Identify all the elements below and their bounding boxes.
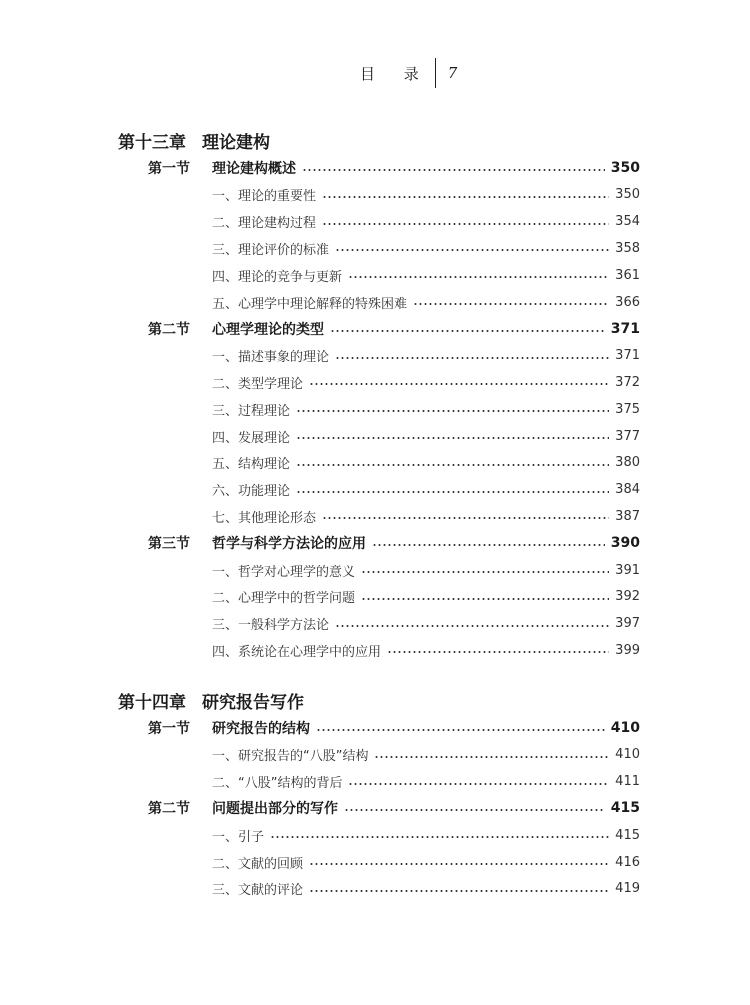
dot-leader — [361, 571, 609, 573]
subsection-title: 四、系统论在心理学中的应用 — [212, 644, 382, 660]
dot-leader — [348, 783, 609, 785]
page-header — [360, 58, 457, 88]
subsection-title: 三、文献的评论 — [212, 883, 304, 899]
dot-leader — [372, 544, 605, 546]
subsection-title: 二、“八股”结构的背后 — [212, 776, 343, 792]
subsection-title: 一、理论的重要性 — [212, 189, 317, 205]
section-page-number: 371 — [610, 320, 640, 337]
subsection-title: 二、类型学理论 — [212, 376, 304, 392]
dot-leader — [335, 249, 609, 251]
dot-leader — [344, 809, 605, 811]
section-page-number: 415 — [610, 800, 640, 817]
chapter-heading — [118, 688, 304, 713]
subsection-row[interactable] — [0, 612, 750, 636]
subsection-page-number: 358 — [615, 240, 640, 256]
chapter-label: 第十三章 — [118, 133, 186, 153]
section-label: 第三节 — [148, 536, 190, 553]
subsection-page-number: 377 — [615, 428, 640, 444]
subsection-page-number: 419 — [615, 881, 640, 897]
subsection-title: 三、过程理论 — [212, 403, 291, 419]
section-label: 第一节 — [148, 721, 190, 737]
subsection-title: 二、文献的回顾 — [212, 856, 304, 872]
subsection-row[interactable] — [0, 210, 750, 234]
section-row[interactable] — [0, 531, 750, 555]
dot-leader — [296, 410, 609, 412]
subsection-row[interactable] — [0, 478, 750, 502]
section-row[interactable] — [0, 317, 750, 341]
subsection-row[interactable] — [0, 638, 750, 662]
subsection-page-number: 372 — [615, 374, 640, 390]
subsection-title: 一、哲学对心理学的意义 — [212, 564, 356, 580]
dot-leader — [322, 196, 609, 198]
subsection-row[interactable] — [0, 743, 750, 767]
dot-leader — [309, 890, 609, 892]
subsection-title: 一、引子 — [212, 829, 265, 845]
subsection-row[interactable] — [0, 344, 750, 368]
dot-leader — [361, 598, 609, 600]
dot-leader — [302, 169, 605, 171]
subsection-row[interactable] — [0, 770, 750, 794]
dot-leader — [374, 756, 609, 758]
subsection-page-number: 350 — [615, 187, 640, 203]
section-page-number: 390 — [610, 535, 640, 552]
section-page-number: 410 — [610, 720, 640, 736]
dot-leader — [309, 383, 609, 385]
dot-leader — [413, 303, 609, 305]
subsection-row[interactable] — [0, 263, 750, 287]
subsection-title: 一、描述事象的理论 — [212, 350, 330, 366]
subsection-page-number: 361 — [615, 267, 640, 283]
subsection-page-number: 354 — [615, 214, 640, 230]
dot-leader — [296, 464, 609, 466]
subsection-row[interactable] — [0, 877, 750, 901]
chapter-title: 研究报告写作 — [202, 693, 304, 713]
subsection-row[interactable] — [0, 558, 750, 582]
subsection-row[interactable] — [0, 504, 750, 528]
subsection-row[interactable] — [0, 424, 750, 448]
subsection-page-number: 384 — [615, 482, 640, 498]
dot-leader — [309, 863, 609, 865]
subsection-row[interactable] — [0, 290, 750, 314]
subsection-page-number: 410 — [615, 747, 640, 763]
subsection-title: 五、结构理论 — [212, 457, 291, 473]
header-page-number: 7 — [447, 64, 458, 82]
chapter-label: 第十四章 — [118, 693, 186, 713]
section-label: 第一节 — [148, 161, 190, 177]
subsection-title: 四、发展理论 — [212, 430, 291, 446]
header-title: 目 录 — [360, 64, 431, 83]
section-title: 理论建构概述 — [212, 161, 296, 177]
dot-leader — [270, 836, 609, 838]
subsection-title: 三、理论评价的标准 — [212, 242, 330, 258]
section-row[interactable] — [0, 156, 750, 180]
header-divider — [435, 58, 436, 88]
subsection-page-number: 397 — [615, 616, 640, 632]
section-label: 第二节 — [148, 801, 190, 818]
subsection-page-number: 371 — [615, 348, 640, 364]
subsection-title: 二、心理学中的哲学问题 — [212, 591, 356, 607]
dot-leader — [387, 651, 609, 653]
subsection-row[interactable] — [0, 236, 750, 260]
chapter-title: 理论建构 — [202, 133, 270, 153]
section-page-number: 350 — [610, 160, 640, 176]
dot-leader — [322, 517, 609, 519]
section-label: 第二节 — [148, 321, 190, 338]
subsection-title: 三、一般科学方法论 — [212, 618, 330, 634]
section-title: 问题提出部分的写作 — [212, 801, 338, 818]
dot-leader — [335, 357, 609, 359]
subsection-page-number: 399 — [615, 642, 640, 658]
subsection-page-number: 380 — [615, 455, 640, 471]
dot-leader — [330, 330, 605, 332]
dot-leader — [296, 437, 609, 439]
dot-leader — [316, 729, 605, 731]
subsection-page-number: 387 — [615, 508, 640, 524]
subsection-row[interactable] — [0, 823, 750, 847]
subsection-title: 七、其他理论形态 — [212, 510, 317, 526]
subsection-row[interactable] — [0, 183, 750, 207]
section-title: 心理学理论的类型 — [212, 321, 324, 338]
dot-leader — [348, 276, 609, 278]
subsection-title: 四、理论的竞争与更新 — [212, 269, 343, 285]
chapter-heading — [118, 128, 270, 153]
subsection-page-number: 391 — [615, 562, 640, 578]
subsection-page-number: 392 — [615, 589, 640, 605]
dot-leader — [296, 491, 609, 493]
subsection-page-number: 375 — [615, 401, 640, 417]
subsection-title: 一、研究报告的“八股”结构 — [212, 749, 369, 765]
subsection-page-number: 415 — [615, 827, 640, 843]
section-title: 哲学与科学方法论的应用 — [212, 536, 366, 553]
subsection-row[interactable] — [0, 397, 750, 421]
subsection-row[interactable] — [0, 585, 750, 609]
section-title: 研究报告的结构 — [212, 721, 310, 737]
subsection-page-number: 416 — [615, 854, 640, 870]
dot-leader — [335, 625, 609, 627]
subsection-title: 六、功能理论 — [212, 484, 291, 500]
subsection-title: 二、理论建构过程 — [212, 216, 317, 232]
subsection-page-number: 411 — [615, 774, 640, 790]
subsection-row[interactable] — [0, 370, 750, 394]
section-row[interactable] — [0, 796, 750, 820]
section-row[interactable] — [0, 716, 750, 740]
dot-leader — [322, 223, 609, 225]
subsection-title: 五、心理学中理论解释的特殊困难 — [212, 296, 408, 312]
subsection-page-number: 366 — [615, 294, 640, 310]
subsection-row[interactable] — [0, 451, 750, 475]
subsection-row[interactable] — [0, 850, 750, 874]
